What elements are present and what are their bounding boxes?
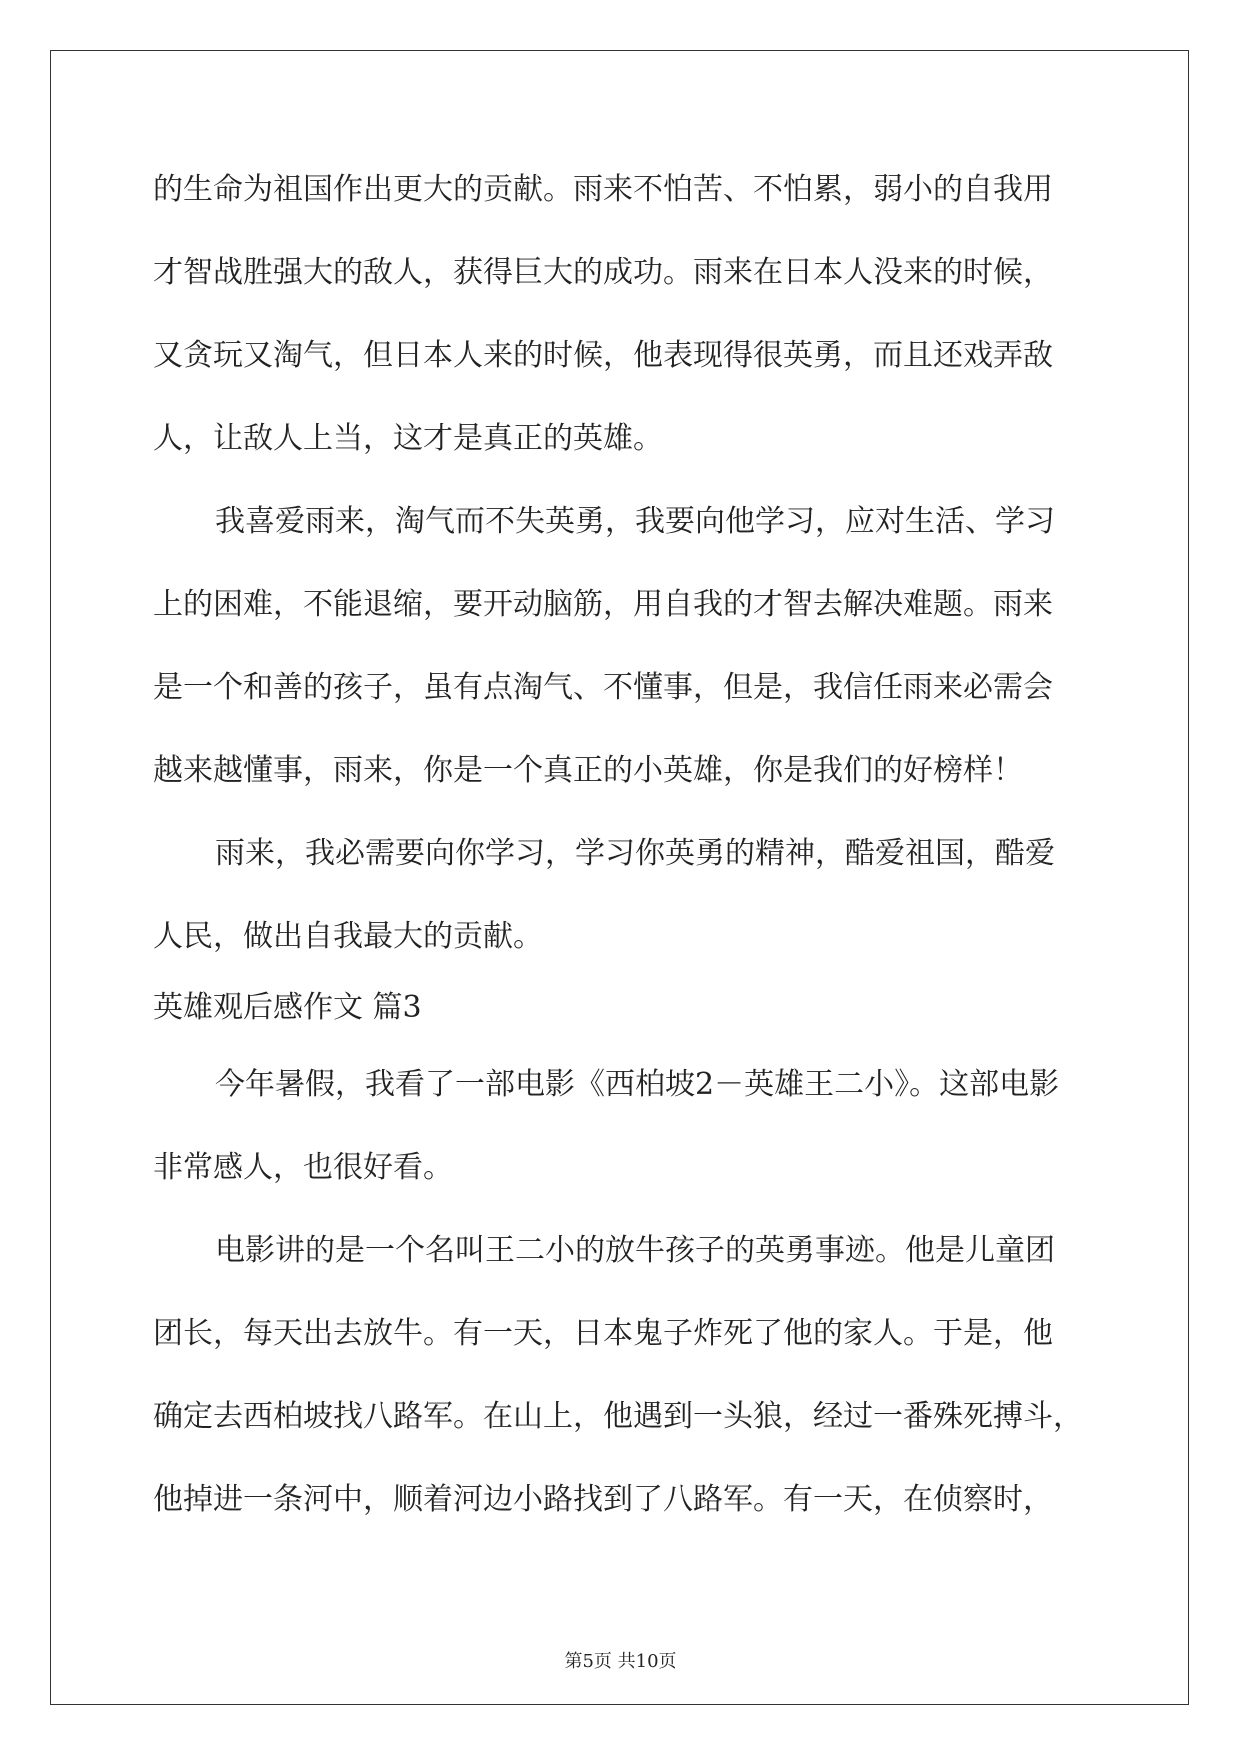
paragraph-line: 团长，每天出去放牛。有一天，日本鬼子炸死了他的家人。于是，他 [153,1316,1053,1351]
paragraph-line: 上的困难，不能退缩，要开动脑筋，用自我的才智去解决难题。雨来 [153,587,1053,622]
paragraph-line: 非常感人，也很好看。 [153,1150,453,1185]
paragraph-line: 是一个和善的孩子，虽有点淘气、不懂事，但是，我信任雨来必需会 [153,670,1053,705]
paragraph-line: 的生命为祖国作出更大的贡献。雨来不怕苦、不怕累，弱小的自我用 [153,172,1053,207]
paragraph-line: 电影讲的是一个名叫王二小的放牛孩子的英勇事迹。他是儿童团 [215,1233,1055,1268]
paragraph-line: 今年暑假，我看了一部电影《西柏坡2－英雄王二小》。这部电影 [215,1067,1060,1102]
paragraph-line: 我喜爱雨来，淘气而不失英勇，我要向他学习，应对生活、学习 [215,504,1055,539]
paragraph-line: 才智战胜强大的敌人，获得巨大的成功。雨来在日本人没来的时候， [153,255,1053,290]
paragraph-line: 雨来，我必需要向你学习，学习你英勇的精神，酷爱祖国，酷爱 [215,836,1055,871]
paragraph-line: 确定去西柏坡找八路军。在山上，他遇到一头狼，经过一番殊死搏斗， [153,1399,1083,1434]
page-number-footer: 第5页 共10页 [564,1651,677,1672]
paragraph-line: 人，让敌人上当，这才是真正的英雄。 [153,421,663,456]
section-heading: 英雄观后感作文 篇3 [153,990,422,1025]
paragraph-line: 他掉进一条河中，顺着河边小路找到了八路军。有一天，在侦察时， [153,1482,1053,1517]
page-border [50,50,1189,1705]
paragraph-line: 越来越懂事，雨来，你是一个真正的小英雄，你是我们的好榜样！ [153,753,1023,788]
paragraph-line: 人民，做出自我最大的贡献。 [153,919,543,954]
paragraph-line: 又贪玩又淘气，但日本人来的时候，他表现得很英勇，而且还戏弄敌 [153,338,1053,373]
